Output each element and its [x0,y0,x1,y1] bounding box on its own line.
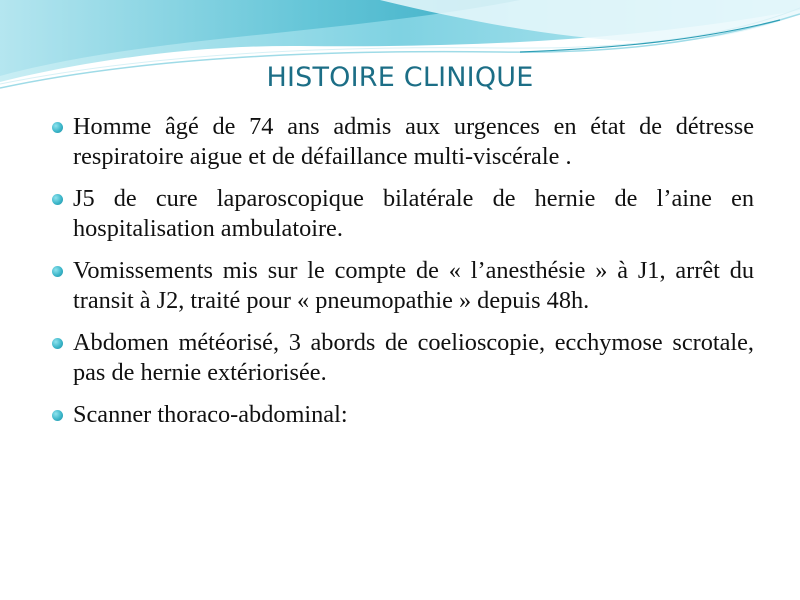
bullet-dot-icon [52,266,63,277]
bullet-dot-icon [52,194,63,205]
bullet-text: Scanner thoraco-abdominal: [73,401,348,428]
bullet-text: Abdomen météorisé, 3 abords de coelioscopie, ecchymose scrotale, pas de hernie extériorisée. [73,329,754,386]
bullet-list [50,112,754,442]
list-item [50,112,754,172]
slide-title: HISTOIRE CLINIQUE [266,62,534,93]
bullet-text: Vomissements mis sur le compte de « l’anesthésie » à J1, arrêt du transit à J2, traité pour « pneumopathie » depuis 48h. [73,257,754,314]
list-item [50,256,754,316]
list-item [50,400,754,430]
list-item [50,184,754,244]
bullet-dot-icon [52,338,63,349]
list-item [50,328,754,388]
bullet-text: Homme âgé de 74 ans admis aux urgences en état de détresse respiratoire aigue et de défaillance multi-viscérale . [73,113,754,170]
bullet-dot-icon [52,410,63,421]
bullet-dot-icon [52,122,63,133]
bullet-text: J5 de cure laparoscopique bilatérale de hernie de l’aine en hospitalisation ambulatoire. [73,185,754,242]
